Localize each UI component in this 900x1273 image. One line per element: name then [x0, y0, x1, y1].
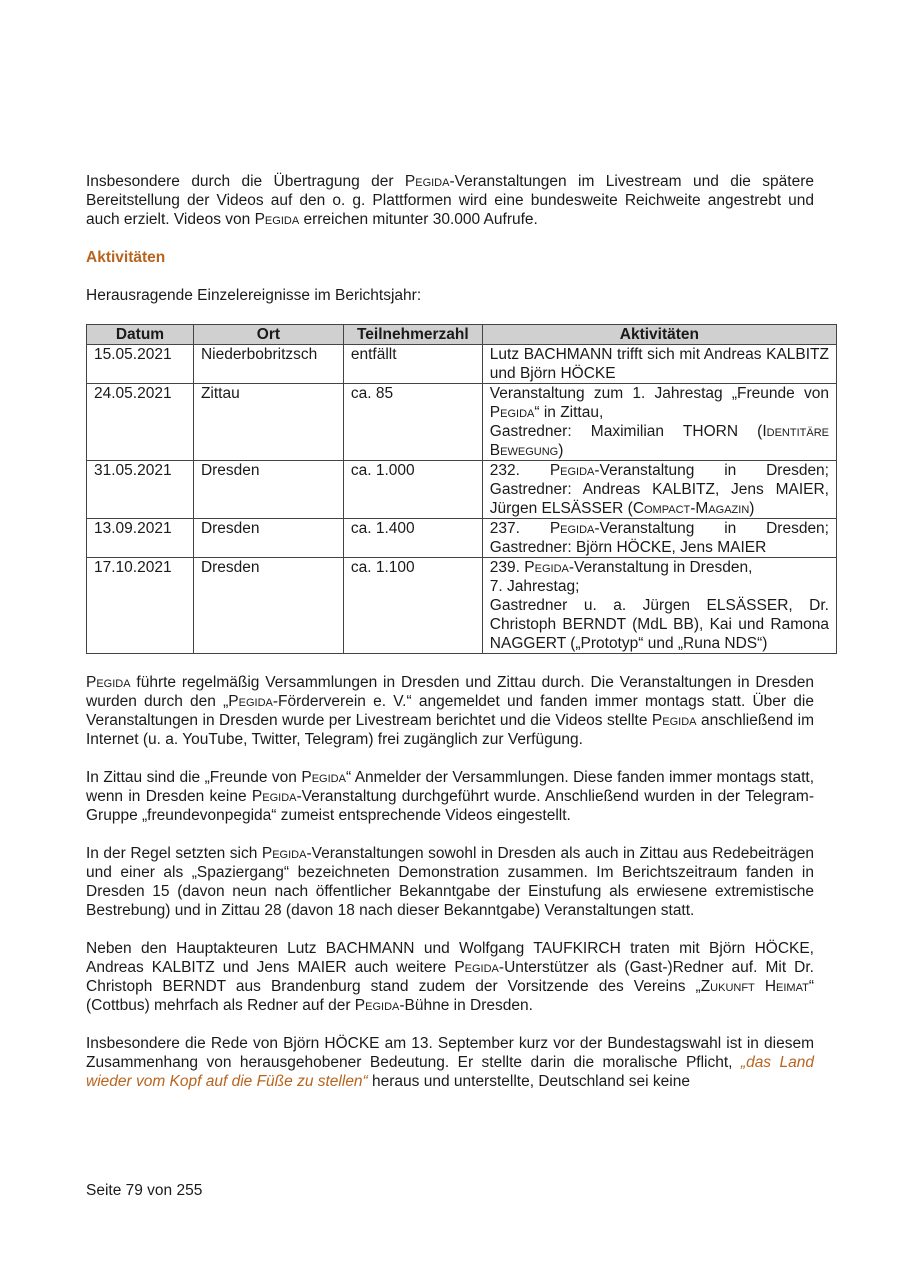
table-header-row: [87, 325, 837, 345]
cell-place: Dresden: [193, 461, 343, 519]
table-row: [87, 345, 837, 384]
header-participants: Teilnehmerzahl: [343, 325, 482, 345]
cell-participants: entfällt: [343, 345, 482, 384]
cell-place: Dresden: [193, 558, 343, 654]
cell-participants: ca. 1.100: [343, 558, 482, 654]
header-date: Datum: [87, 325, 194, 345]
header-activities: Aktivitäten: [482, 325, 836, 345]
paragraph-zittau: In Zittau sind die „Freunde von Pegida“ Anmelder der Versammlungen. Diese fanden immer montags statt, wenn in Dresden keine Pegida-Veranstaltung durchgeführt wurde. Anschließend wurden in der Telegram-Gruppe „freundevonpegida“ zumeist entsprechende Videos eingestellt.: [86, 769, 814, 824]
cell-participants: ca. 85: [343, 384, 482, 461]
page-number: Seite 79 von 255: [86, 1182, 203, 1199]
paragraph-hoecke-rede: Insbesondere die Rede von Björn HÖCKE am 13. September kurz vor der Bundestagswahl ist in diesem Zusammenhang von herausgehobener Bedeutung. Er stellte darin die moralische Pflicht, „das Land wieder vom Kopf auf die Füße zu stellen“ heraus und unterstellte, Deutschland sei keine: [86, 1035, 814, 1090]
header-place: Ort: [193, 325, 343, 345]
intro-paragraph: Insbesondere durch die Übertragung der Pegida-Veranstaltungen im Livestream und die spätere Bereitstellung der Videos auf den o. g. Plattformen wird eine bundesweite Reichweite angestrebt und auch erzielt. Videos von Pegida erreichen mitunter 30.000 Aufrufe.: [86, 173, 814, 228]
cell-date: 24.05.2021: [87, 384, 194, 461]
table-row: [87, 461, 837, 519]
section-heading: Aktivitäten: [86, 249, 166, 266]
cell-date: 17.10.2021: [87, 558, 194, 654]
cell-participants: ca. 1.000: [343, 461, 482, 519]
cell-date: 13.09.2021: [87, 519, 194, 558]
cell-date: 15.05.2021: [87, 345, 194, 384]
cell-place: Zittau: [193, 384, 343, 461]
paragraph-versammlungen: Pegida führte regelmäßig Versammlungen in Dresden und Zittau durch. Die Veranstaltungen in Dresden wurden durch den „Pegida-Förderverein e. V.“ angemeldet und fanden immer montags statt. Über die Veranstaltungen in Dresden wurde per Livestream berichtet und die Videos stellte Pegida anschließend im Internet (u. a. YouTube, Twitter, Telegram) frei zugänglich zur Verfügung.: [86, 674, 815, 748]
cell-activity: Veranstaltung zum 1. Jahrestag „Freunde von Pegida“ in Zittau, Gastredner: Maximilian THORN (Identitäre Bewegung): [482, 384, 836, 461]
cell-place: Niederbobritzsch: [193, 345, 343, 384]
cell-activity: 237. Pegida-Veranstaltung in Dresden; Gastredner: Björn HÖCKE, Jens MAIER: [482, 519, 836, 558]
table-row: [87, 558, 837, 654]
cell-date: 31.05.2021: [87, 461, 194, 519]
cell-activity: 232. Pegida-Veranstaltung in Dresden; Gastredner: Andreas KALBITZ, Jens MAIER, Jürgen ELSÄSSER (Compact-Magazin): [482, 461, 836, 519]
cell-participants: ca. 1.400: [343, 519, 482, 558]
table-intro: Herausragende Einzelereignisse im Berichtsjahr:: [86, 287, 422, 304]
quote-text: „das Land wieder vom Kopf auf die Füße zu stellen“: [86, 1054, 814, 1090]
paragraph-ablauf: In der Regel setzten sich Pegida-Veranstaltungen sowohl in Dresden als auch in Zittau aus Redebeiträgen und einer als „Spaziergang“ bezeichneten Demonstration zusammen. Im Berichtszeitraum fanden in Dresden 15 (davon neun nach öffentlicher Bekanntgabe der Einstufung als erwiesene extremistische Bestrebung) und in Zittau 28 (davon 18 nach dieser Bekanntgabe) Veranstaltungen statt.: [86, 845, 814, 919]
table-row: [87, 519, 837, 558]
cell-place: Dresden: [193, 519, 343, 558]
cell-activity: 239. Pegida-Veranstaltung in Dresden, 7. Jahrestag; Gastredner u. a. Jürgen ELSÄSSER, Dr. Christoph BERNDT (MdL BB), Kai und Ramona NAGGERT („Prototyp“ und „Runa NDS“): [482, 558, 836, 654]
events-table: [86, 324, 837, 654]
table-row: [87, 384, 837, 461]
cell-activity: Lutz BACHMANN trifft sich mit Andreas KALBITZ und Björn HÖCKE: [482, 345, 836, 384]
paragraph-redner: Neben den Hauptakteuren Lutz BACHMANN und Wolfgang TAUFKIRCH traten mit Björn HÖCKE, Andreas KALBITZ und Jens MAIER auch weitere Pegida-Unterstützer als (Gast-)Redner auf. Mit Dr. Christoph BERNDT aus Brandenburg stand zudem der Vorsitzende des Vereins „Zukunft Heimat“ (Cottbus) mehrfach als Redner auf der Pegida-Bühne in Dresden.: [86, 940, 815, 1014]
page-content: [86, 172, 829, 1091]
